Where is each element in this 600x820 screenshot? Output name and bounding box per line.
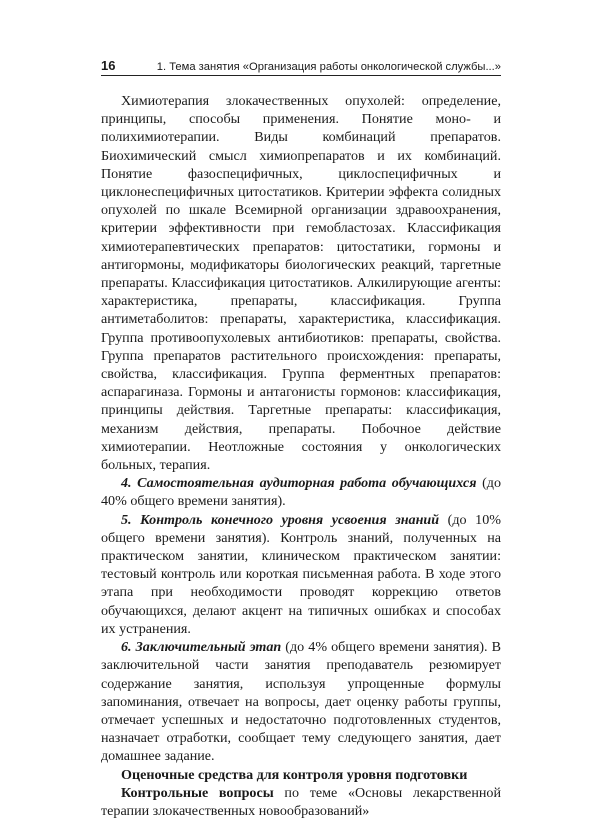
paragraph-final-control [101,511,501,638]
running-title: 1. Тема занятия «Организация работы онкологической службы...» [156,61,501,73]
step-6-text: (до 4% общего времени занятия). В заключительной части занятия преподаватель резюмирует содержание занятия, используя упрощенные формулы запоминания, отвечает на вопросы, дает оценку работы группы, отмечает успешных и недостаточно подготовленных студентов, назначает отработки, сообщает тему следующего занятия, дает домашнее задание. [101,639,501,765]
step-4-text: (до 40% общего времени занятия). [101,475,501,510]
page-body [101,92,501,820]
paragraph-self-work [101,474,501,510]
section-heading: Оценочные средства для контроля уровня подготовки [121,766,468,783]
step-5-title: 5. Контроль конечного уровня усвоения знаний [121,511,440,528]
paragraph-closing-stage [101,638,501,765]
step-4-title: 4. Самостоятельная аудиторная работа обучающихся [121,475,477,492]
page-number: 16 [101,58,116,73]
control-questions-text: по теме «Основы лекарственной терапии злокачественных новообразований» [101,784,501,819]
step-6-title: 6. Заключительный этап [121,639,282,656]
paragraph-chemotherapy: Химиотерапия злокачественных опухолей: определение, принципы, способы применения. Понятие моно- и полихимиотерапии. Виды комбинаций препаратов. Биохимический смысл химиопрепаратов и их комбинаций. Понятие фазоспецифичных, циклоспецифичных и циклонеспецифичных цитостатиков. Критерии эффекта солидных опухолей по шкале Всемирной организации здравоохранения, критерии эффективности при гемобластозах. Классификация химиотерапевтических препаратов: цитостатики, гормоны и антигормоны, модификаторы биологических реакций, таргетные препараты. Классификация цитостатиков. Алкилирующие агенты: характеристика, препараты, классификация. Группа антиметаболитов: препараты, характеристика, классификация. Группа противоопухолевых антибиотиков: препараты, свойства. Группа препаратов растительного происхождения: препараты, свойства, классификация. Группа ферментных препаратов: аспарагиназа. Гормоны и антагонисты гормонов: классификация, принципы действия. Таргетные препараты: классификация, механизм действия, препараты. Побочное действие химиотерапии. Неотложные состояния у онкологических больных, терапия. [101,93,501,474]
paragraph-control-questions [101,784,501,820]
page-header [101,58,501,76]
step-5-text: (до 10% общего времени занятия). Контроль знаний, полученных на практическом занятии, клиническом практическом занятии: тестовый контроль или короткая письменная работа. В ходе этого этапа при необходимости проводят коррекцию ответов обучающихся, делают акцент на типичных ошибках и способах их устранения. [101,511,502,637]
control-questions-label: Контрольные вопросы [121,784,274,801]
